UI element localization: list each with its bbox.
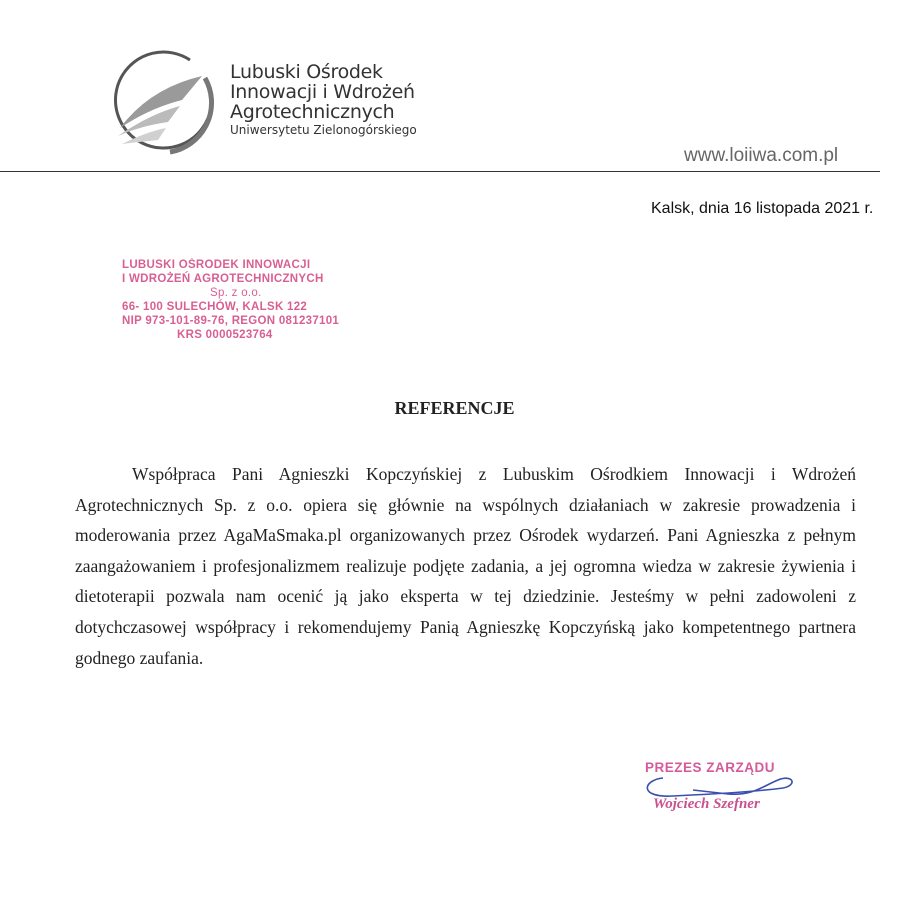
org-line-3: Agrotechnicznych	[230, 101, 395, 123]
stamp-line: KRS 0000523764	[177, 329, 273, 341]
document-title: REFERENCJE	[394, 398, 515, 418]
stamp-line: I WDROŻEŃ AGROTECHNICZNYCH	[122, 273, 324, 285]
date-line: Kalsk, dnia 16 listopada 2021 r.	[651, 200, 874, 217]
body-paragraph: Współpraca Pani Agnieszki Kopczyńskiej z Lubuskim Ośrodkiem Innowacji i Wdrożeń Agrotechnicznych Sp. z o.o. opiera się głównie na wspólnych działaniach w zakresie prowadzenia i moderowania przez AgaMaSmaka.pl organizowanych przez Ośrodek wydarzeń. Pani Agnieszka z pełnym zaangażowaniem i profesjonalizmem realizuje podjęte zadania, a jej ogromna wiedza w zakresie żywienia i dietoterapii pozwala nam ocenić ją jako eksperta w tej dziedzinie. Jesteśmy w pełni zadowoleni z dotychczasowej współpracy i rekomendujemy Panią Agnieszkę Kopczyńską jako kompetentnego partnera godnego zaufania.	[75, 464, 856, 668]
org-line-4: Uniwersytetu Zielonogórskiego	[230, 123, 417, 137]
stamp-line: 66- 100 SULECHÓW, KALSK 122	[122, 301, 308, 313]
organization-name	[230, 62, 417, 138]
org-line-1: Lubuski Ośrodek	[230, 61, 383, 83]
website-link[interactable]: www.loiiwa.com.pl	[684, 145, 839, 166]
logo-icon	[110, 48, 220, 158]
stamp-line: NIP 973-101-89-76, REGON 081237101	[122, 315, 340, 327]
signatory-name: Wojciech Szefner	[653, 796, 760, 812]
stamp-line: LUBUSKI OŚRODEK INNOWACJI	[122, 259, 311, 271]
signature-block	[645, 760, 776, 812]
company-stamp	[122, 258, 339, 342]
org-line-2: Innowacji i Wdrożeń	[230, 81, 415, 103]
signature-role: PREZES ZARZĄDU	[645, 760, 776, 775]
header-divider	[0, 171, 880, 172]
stamp-line: Sp. z o.o.	[210, 287, 262, 299]
